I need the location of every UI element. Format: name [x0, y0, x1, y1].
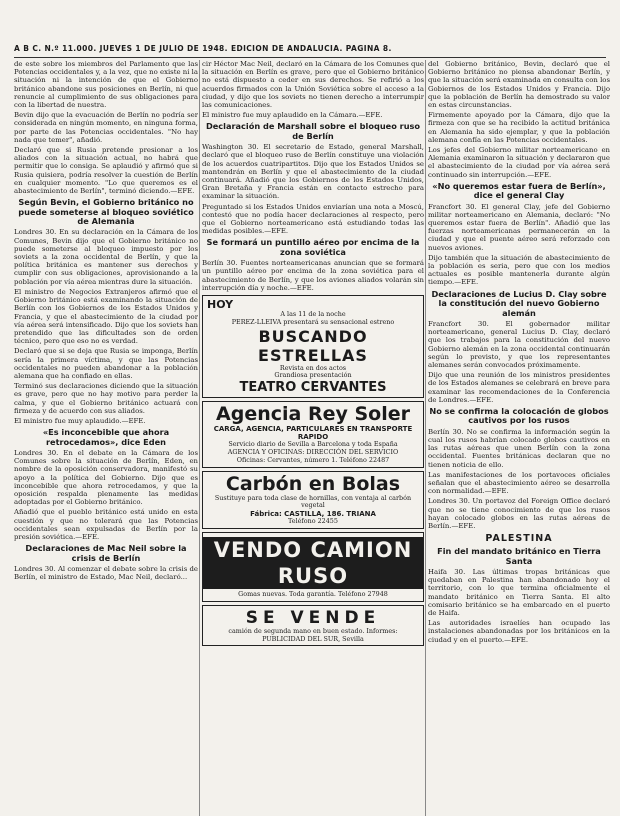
headline: Declaración de Marshall sobre el bloqueo ruso de Berlín [205, 121, 421, 141]
paragraph: Las manifestaciones de los portavoces oficiales señalan que el abastecimiento aéreo se desarrolla con normalidad.—EFE. [428, 470, 610, 496]
paragraph: Preguntado si los Estados Unidos enviarían una nota a Moscú, contestó que no podía hacer declaraciones al respecto, pero que el Gobierno norteamericano está estudiando todas las medidas posibles.—EFE. [202, 202, 424, 236]
paragraph: Dijo también que la situación de abastecimiento de la población es seria, pero que con los medios actuales es posible mantenerla durante algún tiempo.—EFE. [428, 253, 610, 287]
paragraph: El ministro fue muy aplaudido.—EFE. [14, 416, 146, 425]
advert-theatre: TEATRO CERVANTES [239, 380, 387, 396]
paragraph: Terminó sus declaraciones diciendo que la situación es grave, pero que no hay motivo para perder la calma, y que el Gobierno británico actuará con firmeza y de acuerdo con sus aliados. [14, 382, 198, 415]
paragraph: de este sobre los miembros del Parlamento que las Potencias occidentales y, a la vez, que no existe ni la situación ni la intención de que el Gobierno británico abandone sus posiciones en Berlín, ni que renuncie al cumplimiento de sus obligaciones para con la libertad de nuestra. [14, 60, 198, 110]
headline: «No queremos estar fuera de Berlín», dice el general Clay [432, 180, 606, 201]
advert-text: AGENCIA Y OFICINAS: DIRECCIÓN DEL SERVICIO [227, 448, 399, 457]
paragraph: Las autoridades israelíes han ocupado las instalaciones abandonadas por los británicos en la ciudad y en el puerto.—EFE. [428, 619, 610, 644]
advert-title: Agencia Rey Soler [216, 403, 410, 426]
paragraph: Los jefes del Gobierno militar norteamericano en Alemania examinaron la situación y declararon que el abastecimiento de la ciudad por vía aérea será continuado sin interrupción.—EFE. [428, 146, 610, 179]
advert-text: CARGA, AGENCIA, PARTICULARES EN TRANSPORTE RAPIDO [213, 425, 413, 442]
advert-text: Teléfono 22455 [288, 517, 338, 526]
paragraph: Haifa 30. Las últimas tropas británicas que quedaban en Palestina han abandonado hoy el territorio, con lo que termina oficialmente el mandato británico en Tierra Santa. El alto comisario británico se ha embarcado en el puerto de Haifa. [428, 568, 610, 618]
column-1 [14, 60, 198, 816]
paragraph: Londres 30. En su declaración en la Cámara de los Comunes, Bevin dijo que el Gobierno británico no puede someterse al bloqueo impuesto por los soviets a la zona occidental de Berlín, y que la política británica es mantener sus derechos y cumplir con sus obligaciones, aprovisionando a la población por vía aérea mientras dure la situación. [14, 228, 198, 286]
advert-text: Revista en dos actos [279, 363, 347, 372]
column-3 [428, 60, 610, 816]
paragraph: Berlín 30. Fuentes norteamericanas anuncian que se formará un puntillo aéreo por encima de la zona soviética para el abastecimiento de Berlín, y que los aviones aliados volarán sin interrupción día y noche.—EFE. [202, 259, 424, 292]
paragraph: Francfort 30. El gobernador militar norteamericano, general Lucius D. Clay, declaró que los trabajos para la constitución del nuevo Gobierno alemán en la zona occidental continuarán según lo previsto, y que los representantes alemanes serán convocados próximamente. [428, 319, 610, 369]
paragraph: Declaró que si se deja que Rusia se imponga, Berlín sería la primera víctima, y que las Potencias occidentales no pueden abandonar a la población alemana que ha confiado en ellas. [14, 347, 198, 380]
paragraph: Berlín 30. No se confirma la información según la cual los rusos habrían colocado globos cautivos en las rutas aéreas que unen Berlín con la zona occidental. Fuentes británicas declaran que no tienen noticia de ello. [428, 427, 610, 469]
column-divider [425, 60, 426, 816]
page-masthead: A B C. N.º 11.000. JUEVES 1 DE JULIO DE 1948. EDICION DE ANDALUCIA. PAGINA 8. [14, 44, 392, 53]
advert-text: A las 11 de la noche [280, 310, 346, 319]
column-divider [199, 60, 200, 816]
paragraph: El ministro de Negocios Extranjeros afirmó que el Gobierno británico está examinando la situación de Berlín con los Gobiernos de los Estados Unidos y Francia, y que el abastecimiento de la ciudad por vía aérea será intensificado. Dijo que los soviets han pretendido que las dificultades son de orden técnico, pero que eso no es verdad. [14, 287, 198, 346]
paragraph: El ministro fue muy aplaudido en la Cámara.—EFE. [202, 111, 383, 120]
headline: Declaraciones de Lucius D. Clay sobre la constitución del nuevo Gobierno alemán [431, 288, 607, 318]
headline: Declaraciones de Mac Neil sobre la crisis de Berlín [25, 543, 187, 563]
paragraph: del Gobierno británico, Bevin, declaró que el Gobierno británico no piensa abandonar Berlín, y que la situación será examinada en consulta con los Gobiernos de los Estados Unidos y Francia. Dijo que la población de Berlín ha demostrado su valor en estas circunstancias. [428, 60, 610, 110]
advert-text: Fábrica: CASTILLA, 186. TRIANA [250, 510, 376, 519]
headline: Según Bevin, el Gobierno británico no puede someterse al bloqueo soviético de Alemania [18, 197, 194, 227]
advert-text: camión de segunda mano en buen estado. Informes: PUBLICIDAD DEL SUR, Sevilla [228, 626, 398, 643]
advert-text: Servicio diario de Sevilla a Barcelona y toda España [228, 440, 398, 449]
paragraph: Dijo que una reunión de los ministros presidentes de los Estados alemanes se celebrará en breve para examinar las recomendaciones de la Conferencia de Londres.—EFE. [428, 371, 610, 404]
advert-title: BUSCANDO ESTRELLAS [258, 326, 368, 365]
agency-advert [202, 401, 424, 467]
paragraph: Francfort 30. El general Clay, jefe del Gobierno militar norteamericano en Alemania, declaró: "No queremos estar fuera de Berlín". Añadió que las fuerzas norteamericanas permanecerán en la ciudad y que el puente aéreo será reforzado con nuevos aviones. [428, 202, 610, 252]
advert-text: PEREZ-LLEIVA presentará su sensacional estreno [231, 317, 395, 326]
paragraph: Londres 30. En el debate en la Cámara de los Comunes sobre la situación de Berlín, Eden, en nombre de la oposición conservadora, manifestó su apoyo a la política del Gobierno. Dijo que es inconcebible que ahora retrocedamos, y que la oposición respalda plenamente las medidas adoptadas por el Gobierno británico. [14, 448, 198, 507]
headline: Se formará un puntillo aéreo por encima de la zona soviética [206, 237, 420, 257]
headline: Fin del mandato británico en Tierra Santa [437, 546, 601, 566]
paragraph: Bevin dijo que la evacuación de Berlín no podría ser considerada en ningún momento, en ninguna forma, por parte de las Potencias occidentales. "No hay nada que temer", añadió. [14, 111, 198, 144]
section-heading: PALESTINA [485, 533, 553, 545]
advert-title: VENDO CAMION RUSO [203, 537, 423, 589]
coal-advert [202, 471, 424, 529]
paragraph: Añadió que el pueblo británico está unido en esta cuestión y que no tolerará que las Potencias occidentales sean expulsadas de Berlín por la presión soviética.—EFE. [14, 508, 198, 541]
paragraph: Declaró que si Rusia pretende presionar a los aliados con la situación actual, no habrá que permitir que lo consiga. Se aplaudió y afirmó que si Rusia quisiera, podría resolver la cuestión de Berlín en cualquier momento. "Lo que queremos es el abastecimiento de Berlín", terminó diciendo.—EFE. [14, 146, 198, 196]
truck-advert [202, 532, 424, 602]
paragraph: cir Héctor Mac Neil, declaró en la Cámara de los Comunes que la situación en Berlín es grave, pero que el Gobierno británico no está dispuesto a ceder en sus derechos. Se refirió a los acuerdos firmados con la Unión Soviética sobre el acceso a la ciudad, y dijo que los soviets no tienen derecho a interrumpir las comunicaciones. [202, 60, 424, 110]
masthead-rule [14, 57, 606, 58]
headline: No se confirma la colocación de globos cautivos por los rusos [429, 405, 609, 426]
advert-title: Carbón en Bolas [225, 472, 401, 495]
paragraph: Londres 30. Al comenzar el debate sobre la crisis de Berlín, el ministro de Estado, Mac Neil, declaró... [14, 565, 198, 582]
theatre-advert [202, 295, 424, 398]
paragraph: Firmemente apoyado por la Cámara, dijo que la firmeza con que se ha recibido la actitud británica en Alemania ha sido ejemplar, y que la población alemana confía en las Potencias occidentales. [428, 111, 610, 144]
advert-text: Sustituye para toda clase de hornillas, con ventaja al carbón vegetal [214, 493, 412, 510]
paragraph: Londres 30. Un portavoz del Foreign Office declaró que no se tiene conocimiento de que los rusos hayan colocado globos en las rutas aéreas de Berlín.—EFE. [428, 497, 610, 530]
column-2 [202, 60, 424, 816]
advert-text: Grandiosa presentación [274, 371, 352, 380]
advert-text: Gomas nuevas. Toda garantía. Teléfono 27948 [238, 590, 388, 599]
sale-advert [202, 605, 424, 647]
advert-hoy: HOY [207, 298, 234, 312]
advert-title: SE VENDE [245, 607, 381, 628]
advert-text: Oficinas: Cervantes, número 1. Teléfono 22487 [236, 455, 390, 464]
paragraph: Washington 30. El secretario de Estado, general Marshall, declaró que el bloqueo ruso de Berlín constituye una violación de los acuerdos cuatripartitos. Dijo que los Estados Unidos se mantendrán en Berlín y que el abastecimiento de la ciudad continuará. Añadió que los Gobiernos de los Estados Unidos, Gran Bretaña y Francia están en contacto estrecho para examinar la situación. [202, 143, 424, 201]
headline: «Es inconcebible que ahora retrocedamos», dice Eden [42, 427, 170, 447]
